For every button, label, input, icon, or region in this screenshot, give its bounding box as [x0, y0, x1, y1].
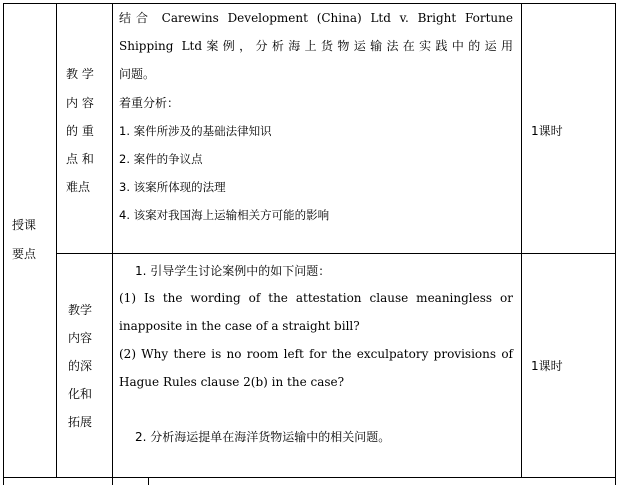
row2-heading-line1: 教学 — [68, 303, 93, 317]
row1-hours: 1课时 — [531, 124, 563, 138]
row1-heading-line1: 教 学 — [66, 67, 94, 81]
section-label-line1: 授课 — [12, 218, 37, 232]
row1-item-2: 2. 案件的争议点 — [119, 152, 203, 166]
row1-heading-line2: 内 容 — [66, 96, 94, 110]
row2-hours: 1课时 — [531, 359, 563, 373]
row1-intro-line1: 结合 Carewins Development (China) Ltd v. Bright Fortune — [119, 11, 513, 25]
table-bottom-border — [3, 477, 616, 478]
row-divider — [56, 253, 616, 254]
row1-item-1: 1. 案件所涉及的基础法律知识 — [119, 124, 272, 138]
column-divider-2 — [112, 3, 113, 485]
row2-question1-line1: (1) Is the wording of the attestation clause meaningless or — [119, 291, 513, 305]
row1-item-4: 4. 该案对我国海上运输相关方可能的影响 — [119, 208, 330, 222]
column-divider-3 — [521, 3, 522, 477]
row1-intro-line3: 问题。 — [119, 67, 156, 81]
row1-focus-title: 着重分析： — [119, 96, 180, 110]
table-right-border — [615, 3, 616, 485]
next-row-divider — [148, 477, 149, 485]
row1-heading-line4: 点 和 — [66, 152, 94, 166]
row1-intro-line2: Shipping Ltd案例，分析海上货物运输法在实践中的运用 — [119, 39, 513, 53]
table-left-border — [3, 3, 4, 485]
section-label-line2: 要点 — [12, 247, 37, 261]
row2-question1-line2: inapposite in the case of a straight bill? — [119, 319, 360, 333]
row2-point-1: 1. 引导学生讨论案例中的如下问题： — [135, 264, 331, 278]
row1-heading-line5: 难点 — [66, 180, 91, 194]
row1-heading-line3: 的 重 — [66, 124, 94, 138]
row1-item-3: 3. 该案所体现的法理 — [119, 180, 226, 194]
row2-heading-line3: 的深 — [68, 359, 93, 373]
row2-heading-line5: 拓展 — [68, 415, 93, 429]
row2-question2-line2: Hague Rules clause 2(b) in the case? — [119, 375, 345, 389]
table-top-border — [3, 3, 616, 4]
row2-point-2: 2. 分析海运提单在海洋货物运输中的相关问题。 — [135, 430, 391, 444]
row2-heading-line2: 内容 — [68, 331, 93, 345]
row2-heading-line4: 化和 — [68, 387, 93, 401]
column-divider-1 — [56, 3, 57, 477]
row2-question2-line1: (2) Why there is no room left for the exculpatory provisions of — [119, 347, 513, 361]
